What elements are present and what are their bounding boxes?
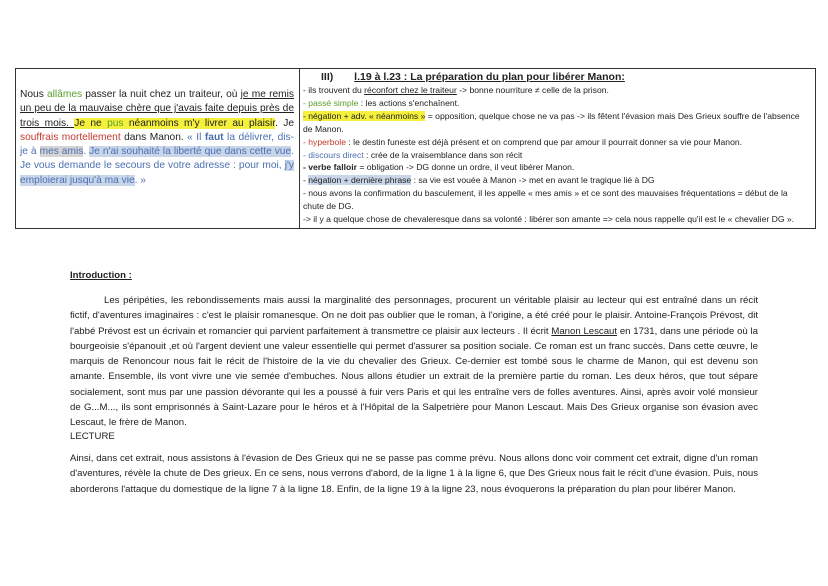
- analysis-segment: - nous avons la confirmation du basculement, il les appelle « mes amis » et ce sont des mauvaises fréquentations = début de la chute de DG.: [303, 188, 788, 212]
- intro-text: [70, 295, 758, 428]
- analysis-segment: = obligation -> DG donne un ordre, il veut libérer Manon.: [356, 162, 575, 173]
- analysis-segment: -> bonne nourriture ≠ celle de la prison.: [456, 85, 609, 95]
- excerpt-cell: [16, 69, 300, 229]
- excerpt-segment: . Je: [275, 117, 294, 129]
- analysis-cell: [300, 69, 816, 229]
- lecture-label: LECTURE: [70, 431, 115, 442]
- analysis-item: [303, 161, 811, 174]
- excerpt-text: [16, 69, 299, 188]
- analysis-segment: : le destin funeste est déjà présent et on comprend que par amour il pourrait donner sa vie pour Manon.: [346, 136, 743, 147]
- analysis-list: [303, 84, 811, 226]
- excerpt-segment: Je ne: [74, 117, 108, 129]
- excerpt-segment: . »: [134, 174, 146, 186]
- excerpt-segment: allâmes: [46, 89, 83, 100]
- excerpt-segment: un peu de la mauvaise chère que j'avais faite depuis près de trois mois.: [20, 103, 294, 129]
- intro-segment: Les péripéties, les rebondissements mais aussi la marginalité des personnages, procurent un véritable plaisir au lecteur qui est entraîné dans un récit fictif, d'aventures imaginaires : c'est le plaisir romanesque. On ne doit pas oublier que le roman, à l'origine, a été créé pour le plaisir. Antoine-François Prévost, dit l'abbé Prévost est un écrivain et romancier qui parvient parfaitement à transmettre ce plaisir aux lecteurs . Il écrit: [70, 295, 758, 337]
- excerpt-segment: pus: [107, 117, 124, 129]
- section-number: III): [321, 71, 334, 83]
- excerpt-segment: néanmoins m'y livrer au plaisir: [123, 117, 276, 129]
- intro-segment: en 1731, dans une période où la bourgeoisie s'épanouit ,et où l'argent devient une valeur essentielle qui permet d'assurer sa position sociale. Ce roman est un franc succès. Dans cette œuvre, le marquis de Renoncour nous fait le récit de l'histoire de la vie du chevalier des Grieux. Ce-dernier est tombé sous le charme de Manon, qui est devenu son amante. Ensemble, ils vont vivre une vie semée d'embuches. Nous allons étudier un extrait de la première partie du roman. Les deux héros, que tout sépare socialement, sont mus par une passion dévorante qui les a poussé à fuir vers Paris et qui les entraîne vers de folles aventures. Ainsi, après avoir volé monsieur de G...M..., ils sont emprisonnés à Saint-Lazare pour le héros et à l'Hôpital de la Salpetrière pour Manon Lescaut. Mais Des Grieux organise son évasion avec Lescaut, le frère de Manon.: [70, 325, 758, 429]
- analysis-segment: - passé simple: [303, 97, 359, 108]
- analysis-segment: : sa vie est vouée à Manon -> met en avant le tragique lié à DG: [411, 175, 655, 186]
- analysis-segment: négation + dernière phrase: [308, 175, 412, 186]
- analysis-item: [303, 84, 811, 97]
- analysis-segment: = opposition, quelque chose ne va pas -> ils fêtent l'évasion mais Des Grieux souffre de l'absence de Manon.: [303, 110, 800, 134]
- intro-paragraph: [70, 293, 758, 431]
- excerpt-segment: la délivrer, dis-je à: [20, 131, 295, 158]
- intro-heading: Introduction :: [70, 270, 132, 281]
- intro-segment: Manon Lescaut: [551, 325, 618, 337]
- analysis-item: [303, 97, 811, 110]
- section-title: l.19 à l.23 : La préparation du plan pour libérer Manon:: [354, 71, 625, 83]
- analysis-segment: - verbe falloir: [303, 162, 357, 173]
- analysis-item: [303, 149, 811, 162]
- analysis-content: [300, 69, 815, 228]
- excerpt-segment: dans Manon.: [120, 131, 188, 143]
- excerpt-segment: . Je vous demande le secours de votre adresse : pour moi,: [20, 146, 294, 172]
- excerpt-segment: « Il: [187, 131, 205, 143]
- analysis-segment: -> il y a quelque chose de chevaleresque dans sa volonté : libérer son amante => cela nous rappelle qu'il est le « chevalier DG ».: [303, 214, 795, 225]
- analysis-segment: - ils trouvent du: [303, 85, 365, 95]
- excerpt-segment: j'y emploierai jusqu'à ma vie: [20, 160, 294, 186]
- excerpt-segment: je me remis: [240, 89, 294, 100]
- analysis-item: [303, 136, 811, 149]
- analysis-segment: réconfort chez le traiteur: [364, 85, 457, 95]
- problematique-paragraph: Ainsi, dans cet extrait, nous assistons à l'évasion de Des Grieux qui ne se passe pas comme prévu. Nous allons donc voir comment cet extrait, digne d'un roman d'aventures, révèle la chute de Des grieux. En ce sens, nous verrons d'abord, de la ligne 1 à la ligne 6, que Des Grieux nous fait le récit d'une évasion. Puis, nous aborderons l'attaque du domestique de la ligne 7 à la ligne 18. Enfin, de la ligne 19 à la ligne 23, nous évoquerons la préparation du plan pour libérer Manon.: [70, 453, 758, 495]
- section-heading: [303, 71, 811, 84]
- analysis-segment: - hyperbole: [303, 136, 346, 147]
- excerpt-segment: faut: [204, 131, 224, 143]
- excerpt-segment: Nous: [20, 89, 47, 100]
- analysis-segment: : crée de la vraisemblance dans son récit: [363, 149, 523, 160]
- table-row: [16, 69, 816, 229]
- excerpt-segment: souffrais mortellement: [20, 131, 121, 143]
- excerpt-segment: mes amis: [39, 146, 84, 158]
- analysis-segment: -: [303, 175, 309, 186]
- analysis-item: [303, 110, 811, 136]
- excerpt-segment: Je n'ai souhaité la liberté que dans cette vue: [89, 146, 292, 158]
- analysis-item: [303, 174, 811, 187]
- excerpt-segment: passer la nuit chez un traiteur, où: [82, 89, 241, 100]
- analysis-segment: : les actions s'enchaînent.: [358, 97, 460, 108]
- excerpt-segment: .: [83, 146, 90, 158]
- analysis-item: [303, 213, 811, 226]
- analysis-segment: - négation + adv. « néanmoins »: [303, 110, 426, 121]
- analysis-segment: - discours direct: [303, 149, 364, 160]
- analysis-table: [15, 68, 816, 229]
- analysis-item: [303, 187, 811, 213]
